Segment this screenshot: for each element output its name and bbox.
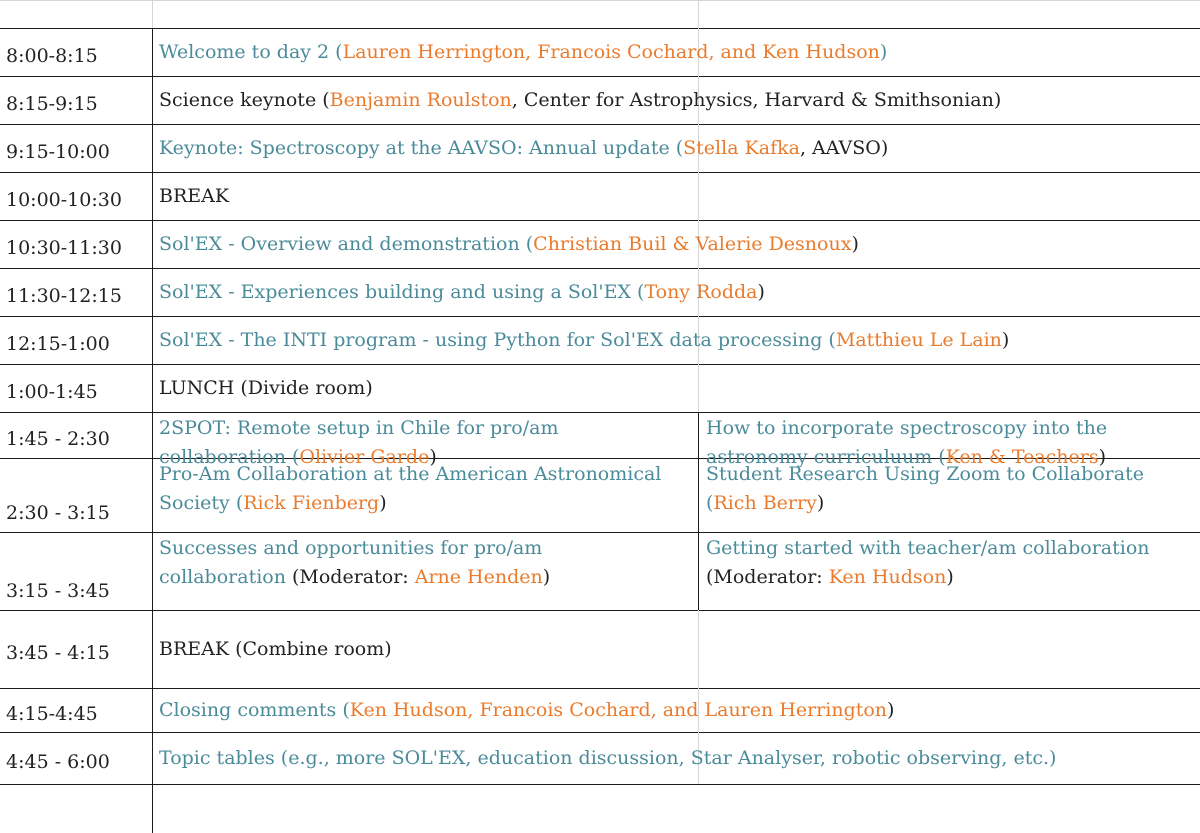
row-border	[0, 732, 1200, 733]
session-cell	[159, 374, 373, 403]
row-border	[0, 0, 1200, 1]
speaker-name: Ken & Teachers	[945, 446, 1099, 468]
time-slot: 8:15-9:15	[6, 92, 98, 115]
row-border	[0, 688, 1200, 689]
row-border	[0, 124, 1200, 125]
time-slot: 8:00-8:15	[6, 44, 98, 67]
session-cell	[159, 326, 1009, 355]
session-text: )	[887, 698, 895, 721]
session-cell	[159, 744, 1056, 773]
time-slot: 10:30-11:30	[6, 236, 122, 259]
session-text: )	[946, 566, 954, 588]
session-text: Student Research Using Zoom to Collaborate	[706, 463, 1144, 485]
time-slot: 3:45 - 4:15	[6, 641, 110, 664]
column-border	[698, 172, 699, 220]
row-border	[0, 784, 1200, 785]
row-border	[0, 268, 1200, 269]
session-text: astronomy curriculuum (	[706, 446, 946, 468]
speaker-name: Ken Hudson	[828, 566, 947, 588]
speaker-name: Lauren Herrington, Francois Cochard, and Ken Hudson	[342, 40, 880, 63]
session-text: Sol'EX - The INTI program - using Python for Sol'EX data processing (	[159, 328, 836, 351]
speaker-name: Matthieu Le Lain	[835, 328, 1002, 351]
session-text: Topic tables (e.g., more SOL'EX, education discussion, Star Analyser, robotic observing, etc.)	[159, 746, 1057, 769]
speaker-name: Tony Rodda	[644, 280, 758, 303]
row-border	[0, 364, 1200, 365]
session-text: Pro-Am Collaboration at the American Astronomical	[159, 463, 662, 485]
session-cell	[706, 534, 1150, 592]
session-text: Society (	[159, 492, 244, 514]
row-border	[0, 532, 1200, 533]
session-cell	[706, 460, 1144, 518]
row-border	[0, 412, 1200, 413]
speaker-name: Ken Hudson, Francois Cochard, and Lauren Herrington	[349, 698, 888, 721]
session-cell	[159, 134, 888, 163]
session-text: )	[429, 446, 437, 468]
session-text: )	[1098, 446, 1107, 468]
speaker-name: Olivier Garde	[299, 446, 430, 468]
session-text: , AAVSO)	[799, 136, 889, 159]
session-cell	[159, 696, 894, 725]
time-slot: 1:00-1:45	[6, 380, 98, 403]
time-slot: 9:15-10:00	[6, 140, 110, 163]
row-border	[0, 610, 1200, 611]
column-border	[698, 532, 699, 610]
session-text: )	[816, 492, 825, 514]
time-slot: 11:30-12:15	[6, 284, 122, 307]
session-text: (	[706, 492, 714, 514]
time-slot: 4:15-4:45	[6, 702, 98, 725]
session-text: Sol'EX - Experiences building and using a Sol'EX (	[159, 280, 645, 303]
session-cell	[159, 230, 859, 259]
column-border	[152, 28, 153, 833]
row-border	[0, 172, 1200, 173]
session-text: How to incorporate spectroscopy into the	[706, 417, 1108, 439]
speaker-name: Benjamin Roulston	[329, 88, 512, 111]
speaker-name: Arne Henden	[414, 566, 543, 588]
column-border	[698, 458, 699, 532]
time-slot: 10:00-10:30	[6, 188, 122, 211]
session-text: Sol'EX - Overview and demonstration (	[159, 232, 534, 255]
row-border	[0, 28, 1200, 29]
session-text: BREAK (Combine room)	[159, 637, 392, 660]
session-text: (Moderator:	[292, 566, 415, 588]
session-cell	[159, 182, 229, 211]
session-text: )	[379, 492, 387, 514]
session-text: Closing comments (	[159, 698, 350, 721]
session-text: 2SPOT: Remote setup in Chile for pro/am	[159, 417, 559, 439]
speaker-name: Stella Kafka	[683, 136, 800, 159]
speaker-name: Christian Buil & Valerie Desnoux	[533, 232, 852, 255]
session-text: LUNCH (Divide room)	[159, 376, 373, 399]
session-text: Keynote: Spectroscopy at the AAVSO: Annual update (	[159, 136, 684, 159]
session-text: (Moderator:	[706, 566, 829, 588]
session-cell	[159, 460, 661, 518]
column-border	[698, 412, 699, 458]
time-slot: 4:45 - 6:00	[6, 750, 110, 773]
session-text: )	[757, 280, 765, 303]
speaker-name: Rich Berry	[713, 492, 817, 514]
session-cell	[159, 38, 887, 67]
session-text: BREAK	[159, 184, 230, 207]
session-text: )	[851, 232, 859, 255]
column-border	[698, 364, 699, 412]
session-cell	[159, 534, 550, 592]
time-slot: 2:30 - 3:15	[6, 502, 110, 524]
session-text: )	[542, 566, 551, 588]
row-border	[0, 316, 1200, 317]
session-cell	[159, 635, 392, 664]
session-text: , Center for Astrophysics, Harvard & Smithsonian)	[511, 88, 1002, 111]
time-slot: 3:15 - 3:45	[6, 580, 110, 602]
column-border	[152, 0, 153, 28]
column-border	[698, 0, 699, 28]
session-text: )	[1001, 328, 1010, 351]
time-slot: 1:45 - 2:30	[6, 428, 110, 450]
session-text: Science keynote (	[159, 88, 330, 111]
session-text: Getting started with teacher/am collaboration	[706, 537, 1150, 559]
session-text: collaboration	[159, 566, 292, 588]
speaker-name: Rick Fienberg	[243, 492, 380, 514]
time-slot: 12:15-1:00	[6, 332, 110, 355]
row-border	[0, 220, 1200, 221]
session-cell	[159, 86, 1001, 115]
session-text: )	[879, 40, 888, 63]
session-cell	[159, 278, 765, 307]
column-border	[698, 610, 699, 688]
row-border	[0, 76, 1200, 77]
session-text: Successes and opportunities for pro/am	[159, 537, 543, 559]
session-text: collaboration (	[159, 446, 300, 468]
session-text: Welcome to day 2 (	[159, 40, 343, 63]
